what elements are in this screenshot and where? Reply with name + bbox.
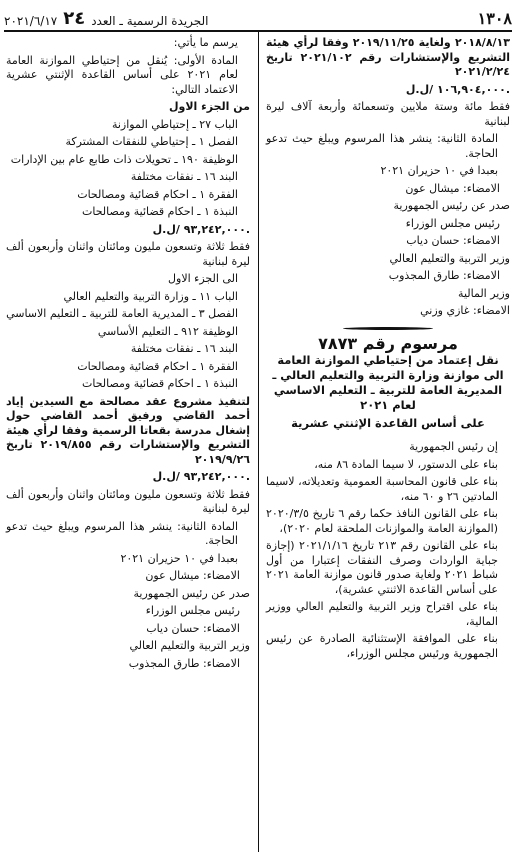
issued-by: صدر عن رئيس الجمهورية xyxy=(393,199,510,212)
amount-words: فقط مائة وستة ملايين وتسعمائة وأربعة آلاف ليرة لبنانية xyxy=(266,100,510,128)
decree-subject: نقل إعتماد من إحتياطي الموازنة العامة الى موازنة وزارة التربية والتعليم العالي ـ المديرية العامة للتربية ـ التعليم الاساسي لعام ٢٠٢١ xyxy=(272,353,504,412)
issue-date: ٢٠٢١/٦/١٧ xyxy=(4,14,58,28)
dated-line: بعبدا في ١٠ حزيران ٢٠٢١ xyxy=(380,164,498,177)
right-column xyxy=(266,36,510,664)
budget-line: البند ١٦ ـ نفقات مختلفة xyxy=(130,342,238,355)
preamble-3: بناء على القانون النافذ حكما رقم ٦ تاريخ ٢٠٢٠/٣/٥ (الموازنة العامة والموازنات الملحقة لعام ٢٠٢٠)، xyxy=(266,507,498,535)
amount: ٩٣,٢٤٢,٠٠٠ /ل.ل. xyxy=(152,222,250,236)
journal-title xyxy=(4,10,209,28)
decrees-line: يرسم ما يأتي: xyxy=(173,36,238,49)
preamble-2: بناء على قانون المحاسبة العمومية وتعديلاته، لاسيما المادتين ٢٦ و ٦٠ منه، xyxy=(266,475,498,503)
amount: ١٠٦,٩٠٤,٠٠٠ /ل.ل. xyxy=(405,82,510,96)
intro-text: ٢٠١٨/٨/١٣ ولغاية ٢٠١٩/١١/٢٥ وفقا لرأي هيئة التشريع والإستشارات رقم ٢٠٢١/١٠٢ تاريخ ٢٠٢١/٢/٢٤ xyxy=(266,36,510,78)
budget-line: الوظيفة ١٩٠ ـ تحويلات ذات طابع عام بين الإدارات xyxy=(10,152,238,166)
amount-words: فقط ثلاثة وتسعون مليون ومائتان واثنان وأربعون ألف ليرة لبنانية xyxy=(6,240,250,268)
left-column xyxy=(6,36,250,674)
issue-number: ٢٤ xyxy=(63,8,86,29)
issued-by: صدر عن رئيس الجمهورية xyxy=(133,586,250,600)
article-2: المادة الثانية: ينشر هذا المرسوم ويبلغ حيث تدعو الحاجة. xyxy=(6,519,238,547)
fin-minister-title: وزير المالية xyxy=(458,286,510,300)
pm-signature: الامضاء: حسان دياب xyxy=(146,621,240,635)
edu-minister-signature: الامضاء: طارق المجذوب xyxy=(388,269,500,282)
page-header xyxy=(4,4,512,32)
budget-line: النبذة ١ ـ احكام قضائية ومصالحات xyxy=(82,205,238,218)
preamble-1: بناء على الدستور، لا سيما المادة ٨٦ منه، xyxy=(314,457,498,471)
budget-line: الوظيفة ٩١٢ ـ التعليم الأساسي xyxy=(97,324,238,338)
budget-line: الباب ١١ ـ وزارة التربية والتعليم العالي xyxy=(63,289,238,303)
edu-minister-title: وزير التربية والتعليم العالي xyxy=(389,251,510,265)
amount: ٩٣,٢٤٢,٠٠٠ /ل.ل. xyxy=(152,470,250,483)
preamble-5: بناء على اقتراح وزير التربية والتعليم العالي ووزير المالية، xyxy=(266,600,498,628)
edu-minister-signature: الامضاء: طارق المجذوب xyxy=(128,656,240,670)
dated-line: بعبدا في ١٠ حزيران ٢٠٢١ xyxy=(120,551,238,565)
page-number: ١٣٠٨ xyxy=(477,9,512,28)
budget-line: الفصل ١ ـ إحتياطي للنفقات المشتركة xyxy=(65,135,238,148)
fin-minister-signature: الامضاء: غازي وزني xyxy=(420,304,510,317)
budget-line: الفقرة ١ ـ احكام قضائية ومصالحات xyxy=(77,359,238,373)
preamble-president: إن رئيس الجمهورية xyxy=(409,440,498,453)
column-divider xyxy=(258,32,259,852)
preamble-4: بناء على القانون رقم ٢١٣ تاريخ ٢٠٢١/١/١٦ (إجازة جباية الواردات وصرف النفقات إعتبارا من أول شباط ٢٠٢١ ولغاية صدور قانون موازنة العامة ٢٠٢١ على أساس القاعدة الاثنتي عشرية)، xyxy=(266,539,498,596)
journal-name: الجريدة الرسمية ـ العدد xyxy=(91,14,209,28)
budget-line: الباب ٢٧ ـ إحتياطي الموازنة xyxy=(111,117,238,131)
section-separator xyxy=(343,323,433,333)
budget-line: البند ١٦ ـ نفقات مختلفة xyxy=(130,170,238,183)
president-signature: الامضاء: ميشال عون xyxy=(405,181,500,195)
president-signature: الامضاء: ميشال عون xyxy=(145,569,240,582)
edu-minister-title: وزير التربية والتعليم العالي xyxy=(129,639,250,652)
from-part-heading: من الجزء الاول xyxy=(168,100,250,113)
to-part-heading: الى الجزء الاول xyxy=(168,272,238,285)
pm-title: رئيس مجلس الوزراء xyxy=(145,604,240,617)
amount-words: فقط ثلاثة وتسعون مليون ومائتان واثنان وأربعون ألف ليرة لبنانية xyxy=(6,487,250,515)
budget-line: الفصل ٣ ـ المديرية العامة للتربية ـ التعليم الاساسي xyxy=(6,307,238,320)
decree-basis: على أساس القاعدة الإثنتي عشرية xyxy=(291,416,485,430)
preamble-6: بناء على الموافقة الإستثنائية الصادرة عن رئيس الجمهورية ورئيس مجلس الوزراء، xyxy=(266,632,498,660)
article-2: المادة الثانية: ينشر هذا المرسوم ويبلغ حيث تدعو الحاجة. xyxy=(266,132,498,160)
budget-line: الفقرة ١ ـ احكام قضائية ومصالحات xyxy=(77,187,238,201)
budget-line: النبذة ١ ـ احكام قضائية ومصالحات xyxy=(82,377,238,390)
decree-title: مرسوم رقم ٧٨٧٣ xyxy=(318,333,458,353)
pm-title: رئيس مجلس الوزراء xyxy=(405,216,500,230)
purpose-text: لتنفيذ مشروع عقد مصالحة مع السيدين إياد أحمد القاضي ورفيق أحمد القاضي حول إشغال مدرسة بقعاتا الرسمية وفقا لرأي هيئة التشريع والإستشارات رقم ٢٠١٩/٨٥٥ تاريخ ٢٠١٩/٩/٢٦ xyxy=(6,394,250,466)
article-1: المادة الأولى: يُنقل من إحتياطي الموازنة العامة لعام ٢٠٢١ على أساس القاعدة الإثنتي عشرية الاعتماد التالي: xyxy=(6,53,238,96)
pm-signature: الامضاء: حسان دياب xyxy=(406,234,500,247)
